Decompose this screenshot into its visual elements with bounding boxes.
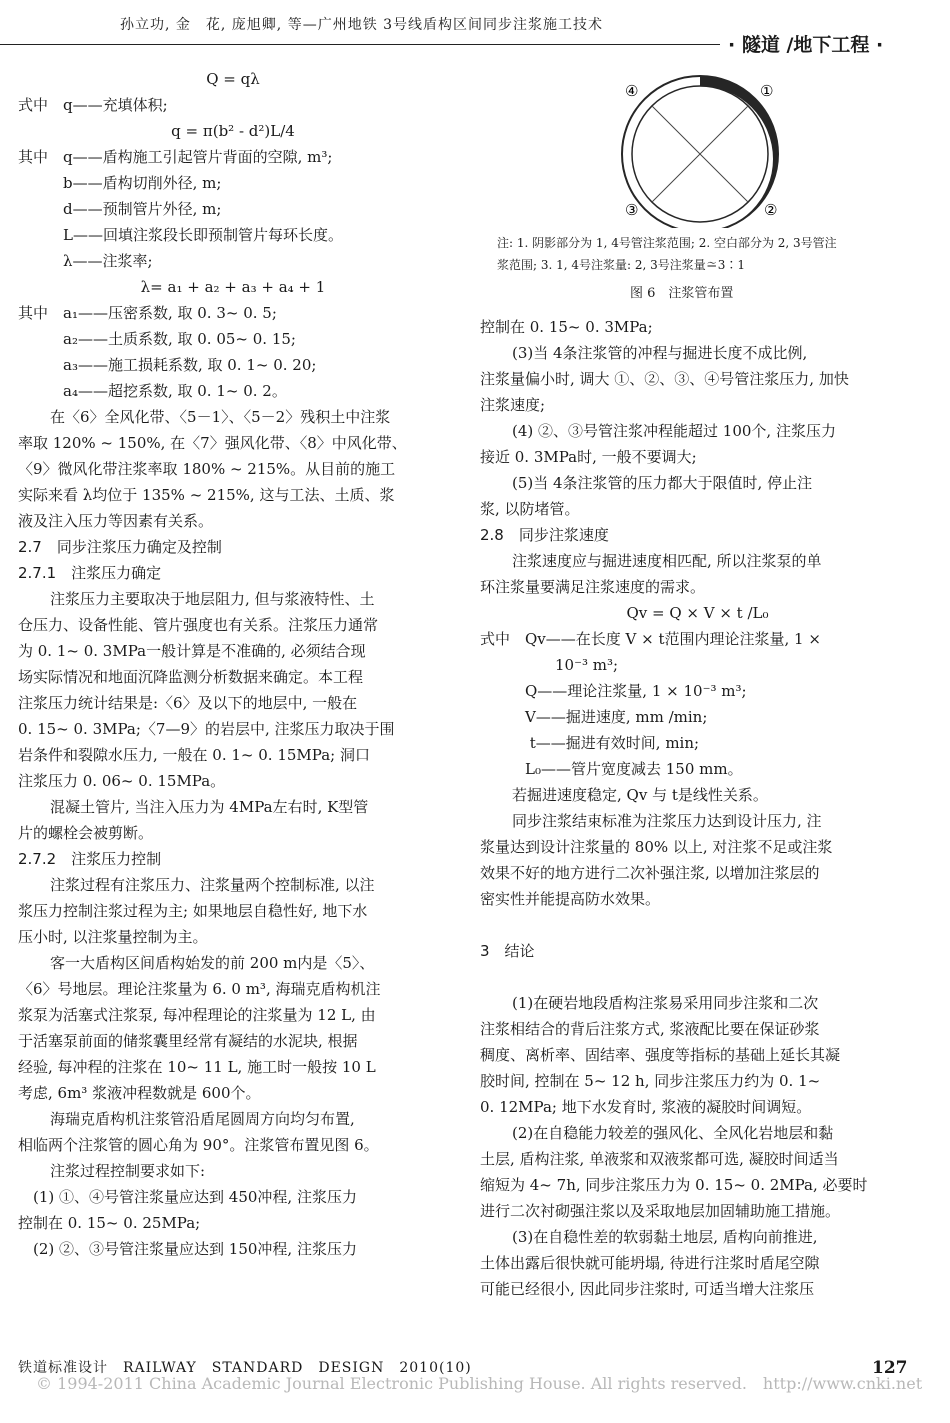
text-line: a₄——超挖系数, 取 0. 1~ 0. 2。 — [18, 382, 287, 400]
text-line: 为 0. 1~ 0. 3MPa一般计算是不准确的, 必须结合现 — [18, 642, 366, 660]
right-column — [480, 314, 915, 1302]
text-line: t——掘进有效时间, min; — [480, 734, 700, 752]
ring-outline — [622, 76, 778, 228]
text-line: 控制在 0. 15~ 0. 25MPa; — [18, 1214, 201, 1232]
text-line — [480, 912, 915, 938]
pipe-label-4: ④ — [625, 82, 639, 100]
text-line: 考虑, 6m³ 浆液冲程数就是 600个。 — [18, 1084, 261, 1102]
text-line: Q = qλ — [206, 70, 260, 88]
figure-title: 图 6 注浆管布置 — [630, 286, 734, 301]
text-line: 同步注浆结束标准为注浆压力达到设计压力, 注 — [512, 812, 822, 830]
text-line: 注浆压力主要取决于地层阻力, 但与浆液特性、土 — [50, 590, 375, 608]
text-line: 〈6〉号地层。理论注浆量为 6. 0 m³, 海瑞克盾构机注 — [18, 980, 381, 998]
pipe-label-2: ② — [764, 201, 778, 219]
pipe-label-1: ① — [760, 82, 774, 100]
section-heading: 2.7.2 注浆压力控制 — [18, 850, 162, 868]
text-line: 缩短为 4~ 7h, 同步注浆压力为 0. 15~ 0. 2MPa, 必要时 — [480, 1176, 868, 1194]
text-line: 注浆量偏小时, 调大 ①、②、③、④号管注浆压力, 加快 — [480, 370, 849, 388]
text-line: 经验, 每冲程的注浆在 10~ 11 L, 施工时一般按 10 L — [18, 1058, 376, 1076]
text-line: 可能已经很小, 因此同步注浆时, 可适当增大注浆压 — [480, 1280, 815, 1298]
grouting-pipe-figure — [600, 66, 800, 228]
text-line: (1)在硬岩地段盾构注浆易采用同步注浆和二次 — [512, 994, 819, 1012]
text-line: 浆压力控制注浆过程为主; 如果地层自稳性好, 地下水 — [18, 902, 368, 920]
journal-section: · 隧道 /地下工程 · — [728, 34, 884, 56]
text-line: (3)在自稳性差的软弱黏土地层, 盾构向前推进, — [512, 1228, 818, 1246]
text-line: Qv = Q × V × t /L₀ — [626, 604, 769, 622]
text-line: 注浆过程有注浆压力、注浆量两个控制标准, 以注 — [50, 876, 375, 894]
text-line: 进行二次衬砌强注浆以及采取地层加固辅助施工措施。 — [480, 1202, 841, 1220]
text-line: 仓压力、设备性能、管片强度也有关系。注浆压力通常 — [18, 616, 379, 634]
text-line: 场实际情况和地面沉降监测分析数据来确定。本工程 — [18, 668, 364, 686]
text-line: V——掘进速度, mm /min; — [480, 708, 708, 726]
figure-note-line: 浆范围; 3. 1, 4号注浆量: 2, 3号注浆量≅3∶1 — [497, 258, 746, 272]
text-line: 土体出露后很快就可能坍塌, 待进行注浆时盾尾空隙 — [480, 1254, 820, 1272]
copyright-watermark: © 1994-2011 China Academic Journal Electronic Publishing House. All rights reserved. http://www.cnki.net — [36, 1374, 923, 1393]
text-line: 浆, 以防堵管。 — [480, 500, 580, 518]
text-line: 控制在 0. 15~ 0. 3MPa; — [480, 318, 653, 336]
text-line: 在〈6〉全风化带、〈5－1〉、〈5－2〉残积土中注浆 — [50, 408, 391, 426]
text-line: L——回填注浆段长即预制管片每环长度。 — [18, 226, 343, 244]
outer-ring — [622, 76, 778, 228]
text-line: 胶时间, 控制在 5~ 12 h, 同步注浆压力约为 0. 1~ — [480, 1072, 821, 1090]
text-line: 客一大盾构区间盾构始发的前 200 m内是〈5〉、 — [50, 954, 375, 972]
text-line — [480, 964, 915, 990]
text-line: 环注浆量要满足注浆速度的需求。 — [480, 578, 706, 596]
text-line: 片的螺栓会被剪断。 — [18, 824, 154, 842]
section-heading: 2.7 同步注浆压力确定及控制 — [18, 538, 222, 556]
section-heading: 2.7.1 注浆压力确定 — [18, 564, 162, 582]
text-line: λ——注浆率; — [18, 252, 153, 270]
section-heading: 2.8 同步注浆速度 — [480, 526, 609, 544]
text-line: 岩条件和裂隙水压力, 一般在 0. 1~ 0. 15MPa; 洞口 — [18, 746, 370, 764]
text-line: 实际来看 λ均位于 135% ~ 215%, 这与工法、土质、浆 — [18, 486, 395, 504]
text-line: L₀——管片宽度减去 150 mm。 — [480, 760, 743, 778]
text-line: (2) ②、③号管注浆量应达到 150冲程, 注浆压力 — [18, 1240, 357, 1258]
text-line: 液及注入压力等因素有关系。 — [18, 512, 214, 530]
text-line: (5)当 4条注浆管的压力都大于限值时, 停止注 — [512, 474, 813, 492]
text-line: 注浆速度; — [480, 396, 546, 414]
text-line: 注浆过程控制要求如下: — [50, 1162, 206, 1180]
text-line: 相临两个注浆管的圆心角为 90°。注浆管布置见图 6。 — [18, 1136, 379, 1154]
text-line: 压小时, 以注浆量控制为主。 — [18, 928, 208, 946]
text-line: Q——理论注浆量, 1 × 10⁻³ m³; — [480, 682, 747, 700]
section-heading: 3 结论 — [480, 942, 535, 960]
running-title: 孙立功, 金 花, 庞旭卿, 等—广州地铁 3号线盾构区间同步注浆施工技术 — [120, 17, 604, 33]
text-line: 10⁻³ m³; — [480, 656, 619, 674]
text-line: 0. 12MPa; 地下水发育时, 浆液的凝胶时间调短。 — [480, 1098, 812, 1116]
text-line: 稠度、离析率、固结率、强度等指标的基础上延长其凝 — [480, 1046, 841, 1064]
text-line: λ= a₁ + a₂ + a₃ + a₄ + 1 — [140, 278, 326, 296]
text-line: 于活塞泵前面的储浆囊里经常有凝结的水泥块, 根据 — [18, 1032, 358, 1050]
text-line: 接近 0. 3MPa时, 一般不要调大; — [480, 448, 697, 466]
text-line: 浆泵为活塞式注浆泵, 每冲程理论的注浆量为 12 L, 由 — [18, 1006, 376, 1024]
text-line: 效果不好的地方进行二次补强注浆, 以增加注浆层的 — [480, 864, 820, 882]
text-line: 〈9〉微风化带注浆率取 180% ~ 215%。从目前的施工 — [18, 460, 396, 478]
figure-note-line: 注: 1. 阴影部分为 1, 4号管注浆范围; 2. 空白部分为 2, 3号管注 — [497, 236, 837, 250]
text-line: 混凝土管片, 当注入压力为 4MPa左右时, K型管 — [50, 798, 369, 816]
text-line: 注浆压力统计结果是:〈6〉及以下的地层中, 一般在 — [18, 694, 358, 712]
text-line: (1) ①、④号管注浆量应达到 450冲程, 注浆压力 — [18, 1188, 357, 1206]
footer-journal: 铁道标准设计 RAILWAY STANDARD DESIGN 2010(10) — [18, 1360, 472, 1376]
text-line: a₃——施工损耗系数, 取 0. 1~ 0. 20; — [18, 356, 317, 374]
text-line: a₂——土质系数, 取 0. 05~ 0. 15; — [18, 330, 296, 348]
text-line: 0. 15~ 0. 3MPa;〈7—9〉的岩层中, 注浆压力取决于围 — [18, 720, 395, 738]
header-rule — [0, 44, 720, 45]
text-line: 密实性并能提高防水效果。 — [480, 890, 661, 908]
text-line: 注浆压力 0. 06~ 0. 15MPa。 — [18, 772, 226, 790]
text-line: 注浆相结合的背后注浆方式, 浆液配比要在保证砂浆 — [480, 1020, 820, 1038]
text-line: 若掘进速度稳定, Qv 与 t是线性关系。 — [512, 786, 768, 804]
text-line: 式中 q——充填体积; — [18, 96, 168, 114]
text-line: d——预制管片外径, m; — [18, 200, 222, 218]
left-column — [18, 66, 448, 1262]
text-line: 式中 Qv——在长度 V × t范围内理论注浆量, 1 × — [480, 630, 821, 648]
text-line: (4) ②、③号管注浆冲程能超过 100个, 注浆压力 — [512, 422, 836, 440]
text-line: 率取 120% ~ 150%, 在〈7〉强风化带、〈8〉中风化带、 — [18, 434, 407, 452]
text-line: 其中 q——盾构施工引起管片背面的空隙, m³; — [18, 148, 333, 166]
text-line: (2)在自稳能力较差的强风化、全风化岩地层和黏 — [512, 1124, 834, 1142]
figure-note — [497, 232, 917, 276]
text-line: (3)当 4条注浆管的冲程与掘进长度不成比例, — [512, 344, 808, 362]
pipe-label-3: ③ — [625, 201, 639, 219]
text-line: 注浆速度应与掘进速度相匹配, 所以注浆泵的单 — [512, 552, 822, 570]
text-line: q = π(b² - d²)L/4 — [171, 122, 295, 140]
text-line: 海瑞克盾构机注浆管沿盾尾圆周方向均匀布置, — [50, 1110, 355, 1128]
page-number: 127 — [872, 1358, 908, 1378]
text-line: 其中 a₁——压密系数, 取 0. 3~ 0. 5; — [18, 304, 277, 322]
text-line: 浆量达到设计注浆量的 80% 以上, 对注浆不足或注浆 — [480, 838, 833, 856]
text-line: 土层, 盾构注浆, 单液浆和双液浆都可选, 凝胶时间适当 — [480, 1150, 839, 1168]
text-line: b——盾构切削外径, m; — [18, 174, 222, 192]
